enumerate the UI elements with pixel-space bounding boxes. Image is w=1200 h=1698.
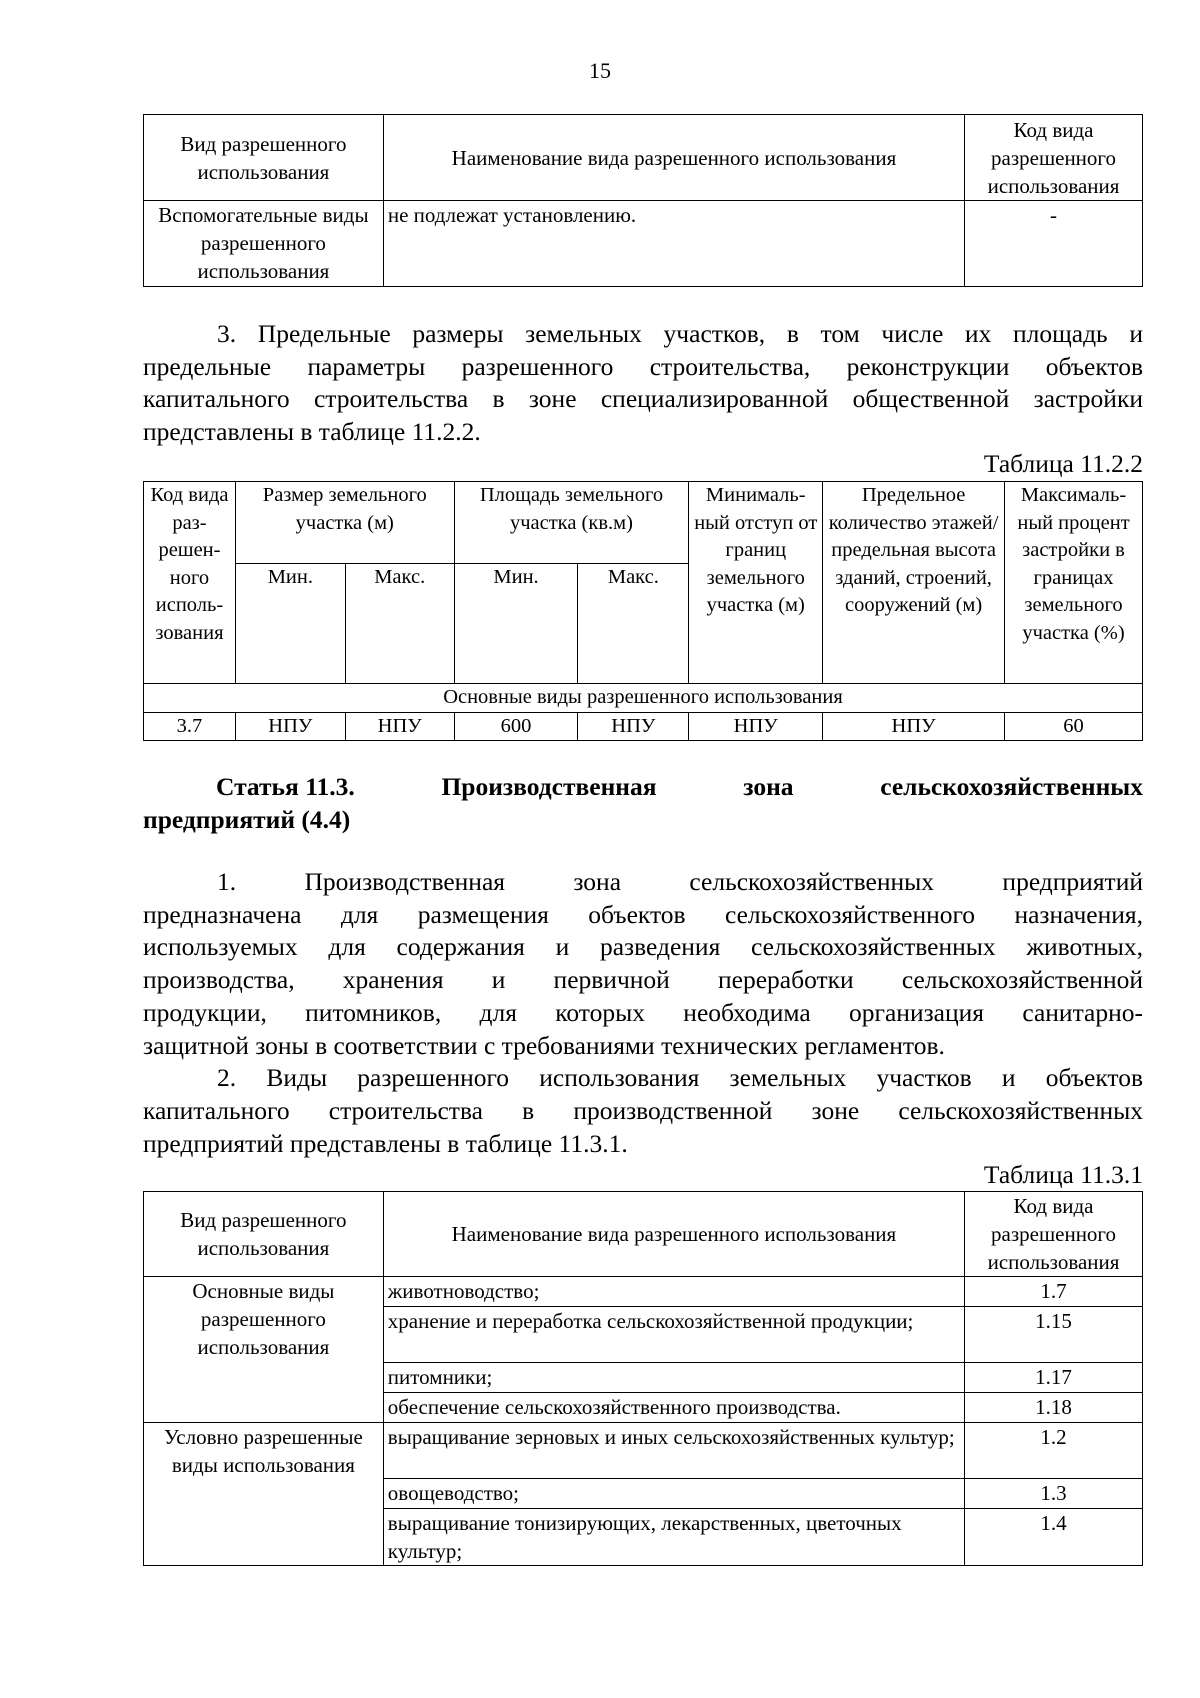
header-build-percent: Максималь-ный процент застройки в границах земельного участка (%) bbox=[1005, 482, 1143, 684]
cell-build-percent: 60 bbox=[1005, 712, 1143, 741]
cell-use-code: 1.4 bbox=[965, 1509, 1143, 1566]
header-use-name: Наименование вида разрешенного использования bbox=[383, 1192, 964, 1277]
cell-use-code: 1.3 bbox=[965, 1479, 1143, 1509]
cell-use-name: обеспечение сельскохозяйственного производства. bbox=[383, 1393, 964, 1423]
land-use-table-continued bbox=[143, 114, 1143, 287]
cell-use-name: выращивание зерновых и иных сельскохозяйственных культур; bbox=[383, 1423, 964, 1479]
paragraph-line: предельные параметры разрешенного строительства, реконструкции объектов bbox=[143, 351, 1143, 381]
group-main-uses: Основные виды разрешенного использования bbox=[144, 1277, 384, 1423]
header-size-min: Мин. bbox=[235, 564, 345, 684]
cell-code: 3.7 bbox=[144, 712, 236, 741]
cell-area-max: НПУ bbox=[578, 712, 689, 741]
paragraph-line: 3. Предельные размеры земельных участков, в том числе их площадь и bbox=[217, 319, 1143, 348]
section-row: Основные виды разрешенного использования bbox=[144, 684, 1143, 713]
header-size-max: Макс. bbox=[345, 564, 454, 684]
cell-use-name: питомники; bbox=[383, 1363, 964, 1393]
paragraph-1 bbox=[143, 866, 1143, 1160]
paragraph-line: предназначена для размещения объектов сельскохозяйственного назначения, bbox=[143, 899, 1143, 929]
cell-use-name: животноводство; bbox=[383, 1277, 964, 1307]
cell-use-name: овощеводство; bbox=[383, 1479, 964, 1509]
article-line: предприятий (4.4) bbox=[143, 804, 351, 834]
header-plot-size: Размер земельного участка (м) bbox=[235, 482, 454, 564]
header-use-name: Наименование вида разрешенного использования bbox=[383, 115, 964, 201]
paragraph-line: производства, хранения и первичной переработки сельскохозяйственной bbox=[143, 965, 1143, 995]
article-word: сельскохозяйственных bbox=[880, 772, 1143, 801]
cell-use-code: 1.18 bbox=[965, 1393, 1143, 1423]
cell-use-name: выращивание тонизирующих, лекарственных, цветочных культур; bbox=[383, 1509, 964, 1566]
cell-size-max: НПУ bbox=[345, 712, 454, 741]
header-use-type: Вид разрешенного использования bbox=[144, 115, 384, 201]
parameters-table-11-2-2 bbox=[143, 481, 1143, 741]
header-min-offset: Минималь-ный отступ от границ земельного участка (м) bbox=[689, 482, 823, 684]
header-use-type: Вид разрешенного использования bbox=[144, 1192, 384, 1277]
paragraph-line: представлены в таблице 11.2.2. bbox=[143, 417, 481, 447]
cell-size-min: НПУ bbox=[235, 712, 345, 741]
article-heading bbox=[143, 771, 1143, 836]
cell-use-code: 1.7 bbox=[965, 1277, 1143, 1307]
header-use-code: Код вида разрешенного использования bbox=[965, 1192, 1143, 1277]
cell-use-code: 1.17 bbox=[965, 1363, 1143, 1393]
page-number: 15 bbox=[589, 58, 611, 83]
paragraph-line: 2. Виды разрешенного использования земельных участков и объектов bbox=[217, 1063, 1143, 1093]
header-area-max: Макс. bbox=[578, 564, 689, 684]
cell-area-min: 600 bbox=[454, 712, 578, 741]
paragraph-line: 1. Производственная зона сельскохозяйственных предприятий bbox=[217, 867, 1143, 896]
article-number: Статья 11.3. bbox=[216, 772, 355, 801]
cell-use-code: 1.15 bbox=[965, 1307, 1143, 1363]
paragraph-line: капитального строительства в зоне специализированной общественной застройки bbox=[143, 384, 1143, 414]
table-caption-11-3-1: Таблица 11.3.1 bbox=[983, 1160, 1143, 1189]
paragraph-3 bbox=[143, 318, 1143, 449]
land-use-table-11-3-1 bbox=[143, 1191, 1143, 1566]
header-floors-height: Предельное количество этажей/ предельная высота зданий, строений, сооружений (м) bbox=[823, 482, 1005, 684]
header-code: Код вида раз-решен-ного исполь-зования bbox=[144, 482, 236, 684]
paragraph-line: защитной зоны в соответствии с требованиями технических регламентов. bbox=[143, 1030, 945, 1060]
paragraph-line: капитального строительства в производственной зоне сельскохозяйственных bbox=[143, 1095, 1143, 1125]
header-area-min: Мин. bbox=[454, 564, 578, 684]
cell-use-type: Вспомогательные виды разрешенного использования bbox=[144, 201, 384, 287]
paragraph-line: используемых для содержания и разведения сельскохозяйственных животных, bbox=[143, 932, 1143, 962]
header-plot-area: Площадь земельного участка (кв.м) bbox=[454, 482, 689, 564]
article-word: Производственная bbox=[441, 772, 657, 801]
header-use-code: Код вида разрешенного использования bbox=[965, 115, 1143, 201]
cell-use-name: не подлежат установлению. bbox=[383, 201, 964, 287]
cell-floors-height: НПУ bbox=[823, 712, 1005, 741]
table-caption-11-2-2: Таблица 11.2.2 bbox=[983, 449, 1143, 478]
article-word: зона bbox=[743, 772, 794, 801]
cell-min-offset: НПУ bbox=[689, 712, 823, 741]
cell-use-name: хранение и переработка сельскохозяйственной продукции; bbox=[383, 1307, 964, 1363]
cell-use-code: 1.2 bbox=[965, 1423, 1143, 1479]
paragraph-line: предприятий представлены в таблице 11.3.1. bbox=[143, 1128, 628, 1158]
group-conditional-uses: Условно разрешенные виды использования bbox=[144, 1423, 384, 1566]
paragraph-line: продукции, питомников, для которых необходима организация санитарно- bbox=[143, 997, 1143, 1027]
cell-use-code: - bbox=[965, 201, 1143, 287]
